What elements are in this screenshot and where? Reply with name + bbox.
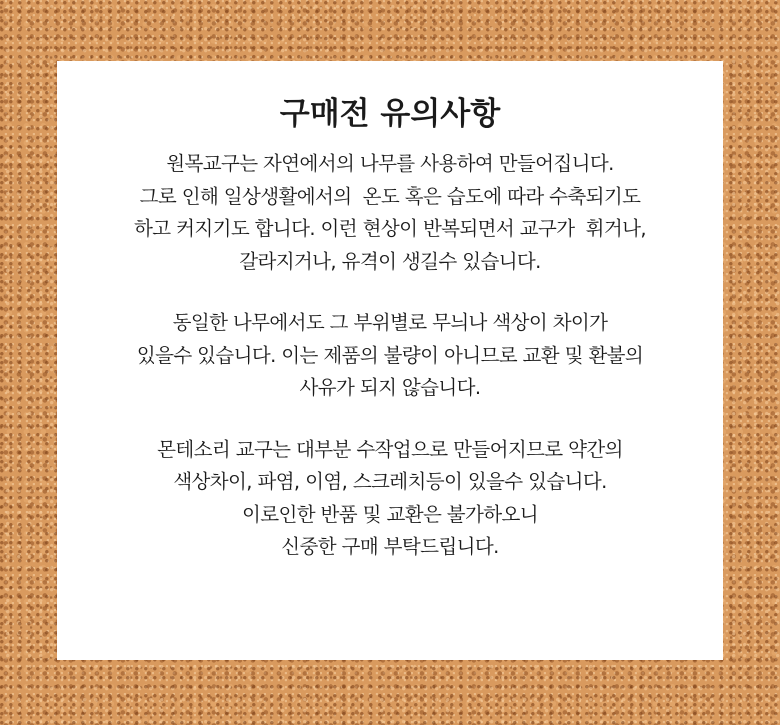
notice-paragraph-color bbox=[57, 307, 723, 405]
notice-line: 갈라지거나, 유격이 생길수 있습니다. bbox=[239, 249, 541, 273]
notice-line: 사유가 되지 않습니다. bbox=[299, 376, 481, 399]
notice-title: 구매전 유의사항 bbox=[279, 96, 501, 132]
notice-line: 있을수 있습니다. 이는 제품의 불량이 아니므로 교환 및 환불의 bbox=[136, 343, 644, 367]
notice-card bbox=[57, 61, 723, 660]
notice-line: 신중한 구매 부탁드립니다. bbox=[281, 535, 499, 558]
notice-line: 색상차이, 파염, 이염, 스크레치등이 있을수 있습니다. bbox=[173, 470, 607, 493]
notice-line: 하고 커지기도 합니다. 이런 현상이 반복되면서 교구가 휘거나, bbox=[134, 217, 646, 240]
notice-line: 그로 인해 일상생활에서의 온도 혹은 습도에 따라 수축되기도 bbox=[139, 184, 641, 208]
notice-line: 원목교구는 자연에서의 나무를 사용하여 만들어집니다. bbox=[166, 152, 614, 175]
notice-line: 이로인한 반품 및 교환은 불가하오니 bbox=[242, 502, 538, 526]
notice-paragraph-handmade bbox=[57, 434, 723, 564]
notice-paragraph-material bbox=[57, 148, 723, 278]
notice-body bbox=[57, 148, 723, 564]
notice-line: 동일한 나무에서도 그 부위별로 무늬나 색상이 차이가 bbox=[172, 311, 608, 334]
notice-line: 몬테소리 교구는 대부분 수작업으로 만들어지므로 약간의 bbox=[157, 437, 623, 461]
